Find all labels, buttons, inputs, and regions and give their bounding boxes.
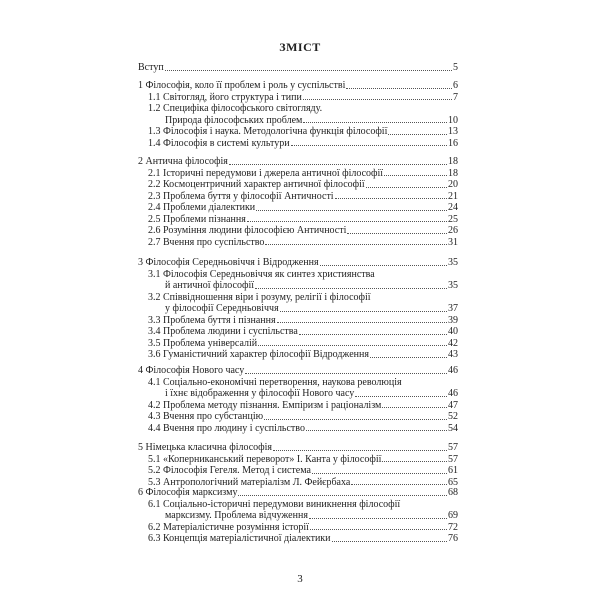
toc-entry	[138, 400, 458, 412]
toc-entry-page: 65	[448, 476, 458, 488]
toc-entry	[138, 257, 458, 269]
toc-entry-title: 3.2 Співвідношення віри і розуму, релігії і філософії	[148, 291, 371, 303]
toc-entry-title: 6.1 Соціально-історичні передумови виникнення філософії	[148, 498, 401, 510]
toc-entry-page: 7	[453, 91, 458, 103]
toc-entry	[138, 499, 458, 511]
toc-entry-title: 1.3 Філософія і наука. Методологічна функція філософії	[148, 126, 388, 137]
dot-leader	[382, 407, 447, 408]
toc-entry-title: 5.3 Антропологічний матеріалізм Л. Фейєрбаха	[148, 476, 351, 488]
dot-leader	[255, 288, 447, 289]
toc-entry-page: 35	[448, 257, 458, 268]
toc-entry-title: 4.1 Соціально-економічні перетворення, наукова революція	[148, 376, 402, 388]
toc-entry-title: 6.3 Концепція матеріалістичної діалектики	[148, 533, 331, 544]
dot-leader	[303, 122, 447, 123]
toc-entry-title: Вступ	[138, 62, 164, 73]
toc-entry-page: 18	[448, 167, 458, 179]
dot-leader	[312, 473, 447, 474]
dot-leader	[264, 419, 447, 420]
toc-entry	[138, 168, 458, 180]
toc-entry	[138, 292, 458, 304]
dot-leader	[320, 265, 447, 266]
toc-entry-title: 6 Філософія марксизму	[138, 487, 238, 498]
toc-entry	[138, 465, 458, 477]
toc-entry	[138, 115, 458, 127]
dot-leader	[310, 529, 447, 530]
dot-leader	[347, 233, 447, 234]
toc-entry	[138, 202, 458, 214]
toc-entry-page: 5	[453, 62, 458, 73]
toc-entry-title: 2.4 Проблеми діалектики	[148, 202, 256, 213]
dot-leader	[273, 450, 447, 451]
toc-entry	[138, 103, 458, 115]
toc-entry-page: 52	[448, 411, 458, 422]
toc-entry-page: 26	[448, 225, 458, 236]
dot-leader	[355, 396, 447, 397]
toc-entry-title: Природа філософських проблем	[165, 114, 303, 126]
dot-leader	[165, 70, 452, 71]
toc-entry-title: й античної філософії	[165, 280, 254, 291]
toc-entry-page: 24	[448, 202, 458, 213]
toc-section	[138, 156, 458, 248]
toc-entry	[138, 237, 458, 249]
toc-section	[138, 62, 458, 74]
dot-leader	[388, 134, 447, 135]
page-number: 3	[297, 573, 303, 585]
toc-entry-title: 2.5 Проблеми пізнання	[148, 213, 246, 225]
toc-entry-title: марксизму. Проблема відчуження	[165, 510, 308, 521]
toc-entry-page: 68	[448, 487, 458, 498]
toc-entry-page: 13	[448, 126, 458, 137]
toc-entry-page: 10	[448, 114, 458, 126]
toc-entry-title: 2.7 Вчення про суспільство	[148, 236, 265, 248]
toc-entry-title: 1.2 Специфіка філософського світогляду.	[148, 103, 323, 114]
toc-entry	[138, 454, 458, 466]
toc-entry-page: 43	[448, 349, 458, 360]
toc-entry-page: 54	[448, 422, 458, 434]
toc-entry-title: 6.2 Матеріалістичне розуміння історії	[148, 521, 309, 533]
dot-leader	[258, 345, 447, 346]
dot-leader	[332, 541, 447, 542]
toc-entry-page: 46	[448, 365, 458, 376]
toc-entry-title: 2.6 Розуміння людини філософією Античності	[148, 225, 347, 236]
dot-leader	[291, 145, 447, 146]
dot-leader	[303, 99, 452, 100]
toc-entry	[138, 315, 458, 327]
toc-entry	[138, 510, 458, 522]
toc-entry	[138, 214, 458, 226]
toc-entry-title: 1.4 Філософія в системі культури	[148, 137, 290, 149]
dot-leader	[299, 334, 447, 335]
toc-entry-page: 57	[448, 453, 458, 465]
toc-entry	[138, 442, 458, 454]
toc-entry-page: 37	[448, 303, 458, 314]
toc-entry	[138, 411, 458, 423]
toc-entry-page: 25	[448, 213, 458, 225]
toc-entry-page: 72	[448, 521, 458, 533]
toc-entry-title: 5.2 Філософія Гегеля. Метод і система	[148, 465, 311, 476]
toc-entry	[138, 62, 458, 74]
toc-entry	[138, 377, 458, 389]
toc-entry	[138, 326, 458, 338]
toc-entry-page: 61	[448, 465, 458, 476]
dot-leader	[335, 198, 447, 199]
toc-entry-page: 39	[448, 314, 458, 326]
toc-section	[138, 80, 458, 149]
toc-entry	[138, 126, 458, 138]
dot-leader	[384, 175, 447, 176]
toc-entry-page: 18	[448, 156, 458, 167]
toc-entry	[138, 349, 458, 361]
toc-entry-page: 40	[448, 326, 458, 337]
toc-entry	[138, 365, 458, 377]
toc-entry-title: 3.1 Філософія Середньовіччя як синтез християнства	[148, 268, 375, 280]
toc-entry-title: у філософії Середньовіччя	[165, 303, 279, 314]
dot-leader	[277, 322, 447, 323]
toc-entry-title: і їхнє відображення у філософії Нового часу	[165, 388, 355, 399]
toc-entry-page: 35	[448, 280, 458, 291]
toc-entry-title: 3.6 Гуманістичний характер філософії Відродження	[148, 349, 369, 360]
toc-entry-title: 4.3 Вчення про субстанцію	[148, 411, 264, 422]
toc-entry-page: 21	[448, 190, 458, 202]
toc-entry-page: 20	[448, 179, 458, 190]
toc-entry-page: 47	[448, 399, 458, 411]
toc-entry	[138, 156, 458, 168]
page-title: ЗМІСТ	[279, 40, 321, 54]
toc-entry-page: 69	[448, 510, 458, 521]
toc-entry-title: 2.2 Космоцентричний характер античної філософії	[148, 179, 365, 190]
toc-entry	[138, 269, 458, 281]
toc-entry-title: 4.2 Проблема методу пізнання. Емпіризм і раціоналізм	[148, 399, 382, 411]
toc-entry-page: 76	[448, 533, 458, 544]
toc-section	[138, 487, 458, 545]
dot-leader	[366, 187, 447, 188]
toc-entry-page: 16	[448, 137, 458, 149]
toc-entry	[138, 80, 458, 92]
dot-leader	[280, 311, 447, 312]
toc-entry	[138, 487, 458, 499]
toc-entry	[138, 338, 458, 350]
toc-entry-title: 2.1 Історичні передумови і джерела античної філософії	[148, 167, 384, 179]
toc-entry-title: 5.1 «Коперниканський переворот» І. Канта у філософії	[148, 453, 382, 465]
toc-entry	[138, 303, 458, 315]
toc-entry-page: 42	[448, 337, 458, 349]
toc-entry	[138, 138, 458, 150]
toc-entry-page: 46	[448, 388, 458, 399]
toc-entry-title: 3.4 Проблема людини і суспільства	[148, 326, 298, 337]
toc-section	[138, 365, 458, 434]
toc-section	[138, 257, 458, 361]
toc-entry	[138, 191, 458, 203]
toc-entry	[138, 280, 458, 292]
dot-leader	[256, 210, 447, 211]
toc-entry	[138, 179, 458, 191]
dot-leader	[306, 430, 447, 431]
toc-entry-page: 6	[453, 80, 458, 91]
dot-leader	[247, 221, 447, 222]
toc-entry-title: 3.5 Проблема універсалій	[148, 337, 258, 349]
dot-leader	[309, 518, 447, 519]
toc-entry	[138, 522, 458, 534]
dot-leader	[238, 495, 447, 496]
toc-entry-title: 3.3 Проблема буття і пізнання	[148, 314, 276, 326]
dot-leader	[382, 461, 447, 462]
toc-entry-title: 5 Німецька класична філософія	[138, 442, 273, 453]
toc-entry-title: 1.1 Світогляд, його структура і типи	[148, 91, 302, 103]
toc-entry-title: 1 Філософія, коло її проблем і роль у суспільстві	[138, 80, 346, 91]
toc-entry	[138, 423, 458, 435]
toc-entry-title: 2 Антична філософія	[138, 156, 228, 167]
toc-entry	[138, 225, 458, 237]
toc-entry-page: 31	[448, 236, 458, 248]
dot-leader	[346, 88, 452, 89]
toc-entry-page: 57	[448, 442, 458, 453]
toc-entry-title: 4.4 Вчення про людину і суспільство	[148, 422, 305, 434]
dot-leader	[229, 164, 447, 165]
dot-leader	[351, 484, 447, 485]
toc-entry-title: 3 Філософія Середньовіччя і Відродження	[138, 257, 319, 268]
toc-entry	[138, 533, 458, 545]
dot-leader	[265, 244, 447, 245]
toc-section	[138, 442, 458, 488]
toc-entry	[138, 92, 458, 104]
toc-entry-title: 2.3 Проблема буття у філософії Античності	[148, 190, 334, 202]
dot-leader	[370, 357, 447, 358]
dot-leader	[245, 373, 447, 374]
toc-entry	[138, 388, 458, 400]
toc-entry-title: 4 Філософія Нового часу	[138, 365, 245, 376]
